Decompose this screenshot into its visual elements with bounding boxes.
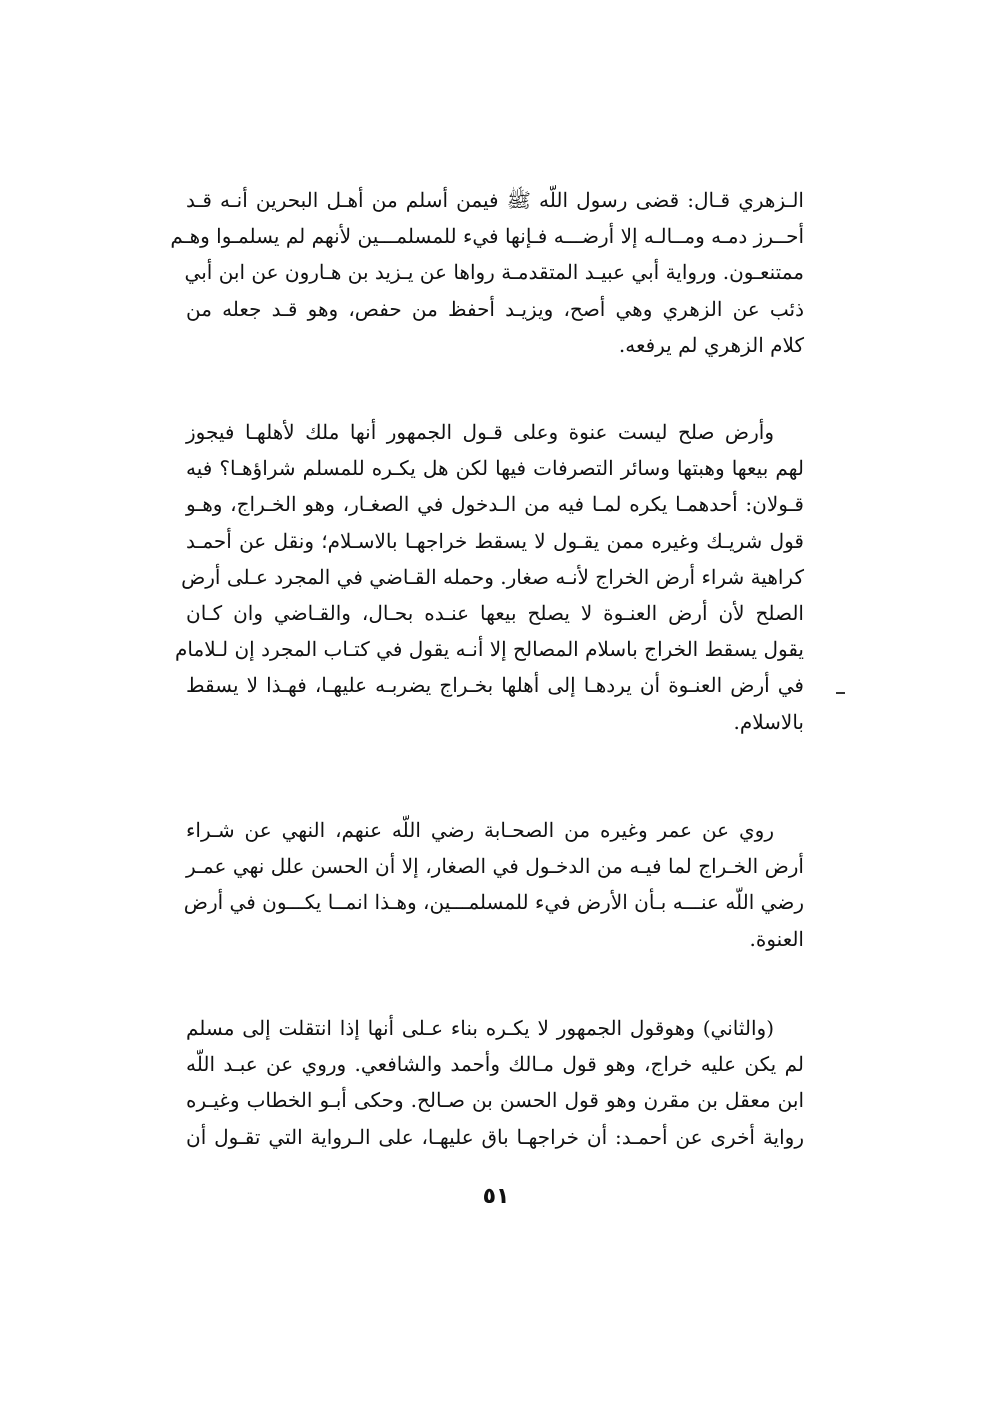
text-line: أحــرز دمـه ومــالـه إلا أرضـــه فـإنها فيء للمسلمـــين لأنهم لم يسلمـوا وهـم xyxy=(170,224,804,249)
page-number: ٥١ xyxy=(482,1184,510,1209)
text-line: بالاسلام. xyxy=(733,709,804,734)
text-line: قـولان: أحدهمـا يكره لمـا فيه من الـدخول في الصغـار، وهو الخـراج، وهـو xyxy=(186,492,804,517)
text-line: أرض الخـراج لما فيـه من الدخـول في الصغار، إلا أن الحسن علل نهي عمـر xyxy=(186,854,804,879)
text-line: الـزهري قـال: قضى رسول اللّه ﷺ فيمن أسلم من أهـل البحرين أنـه قـد xyxy=(186,188,804,212)
text-line: قول شريـك وغيره ممن يقـول لا يسقط خراجهـا بالاسـلام؛ ونقل عن أحمـد xyxy=(186,528,804,553)
paragraph-1 xyxy=(170,182,804,363)
text-line: الصلح لأن أرض العنـوة لا يصلح بيعها عنـده بحـال، والقـاضي وان كـان xyxy=(186,600,804,625)
text-line: في أرض العنـوة أن يردهـا إلى أهلها بخـراج يضربـه عليهـا، فهـذا لا يسقط xyxy=(186,673,804,698)
text-line: لهم بيعها وهبتها وسائر التصرفات فيها لكن هل يكـره للمسلم شراؤهـا؟ فيه xyxy=(186,456,804,481)
text-line: رواية أخرى عن أحمـد: أن خراجهـا باق عليهـا، على الـرواية التي تقـول أن xyxy=(186,1124,804,1149)
paragraph-4 xyxy=(186,1010,804,1155)
text-line: العنوة. xyxy=(749,926,804,951)
paragraph-3 xyxy=(183,812,804,957)
text-line: ذئب عن الزهري وهي أصح، ويزيـد أحفظ من حفص، وهو قـد جعله من xyxy=(186,296,804,321)
text-line: يقول يسقط الخراج باسلام المصالح إلا أنـه يقول في كتـاب المجرد إن لـلامام xyxy=(175,637,804,662)
paragraph-2 xyxy=(175,414,804,740)
text-line: ممتنعـون. ورواية أبي عبيـد المتقدمـة رواها عن يـزيد بن هـارون عن ابن أبي xyxy=(184,260,804,285)
text-line: كراهية شراء أرض الخراج لأنـه صغار. وحمله القـاضي في المجرد عـلى أرض xyxy=(181,564,804,589)
margin-mark xyxy=(836,692,845,694)
text-line: وأرض صلح ليست عنوة وعلى قـول الجمهور أنها ملك لأهلهـا فيجوز xyxy=(186,420,774,444)
text-line: رضي اللّه عنـــه بـأن الأرض فيء للمسلمـــين، وهـذا انمــا يكـــون في أرض xyxy=(183,890,804,915)
text-line: لم يكن عليه خراج، وهو قول مـالك وأحمد والشافعي. وروي عن عبـد اللّه xyxy=(186,1052,804,1077)
text-line: روي عن عمر وغيره من الصحـابة رضي اللّه عنهم، النهي عن شـراء xyxy=(186,818,774,842)
text-line: ابن معقل بن مقرن وهو قول الحسن بن صـالح. وحكى أبـو الخطاب وغيـره xyxy=(186,1088,804,1113)
text-line: كلام الزهري لم يرفعه. xyxy=(618,332,804,357)
text-line: (والثاني) وهوقول الجمهور لا يكـره بناء عـلى أنها إذا انتقلت إلى مسلم xyxy=(186,1016,774,1040)
